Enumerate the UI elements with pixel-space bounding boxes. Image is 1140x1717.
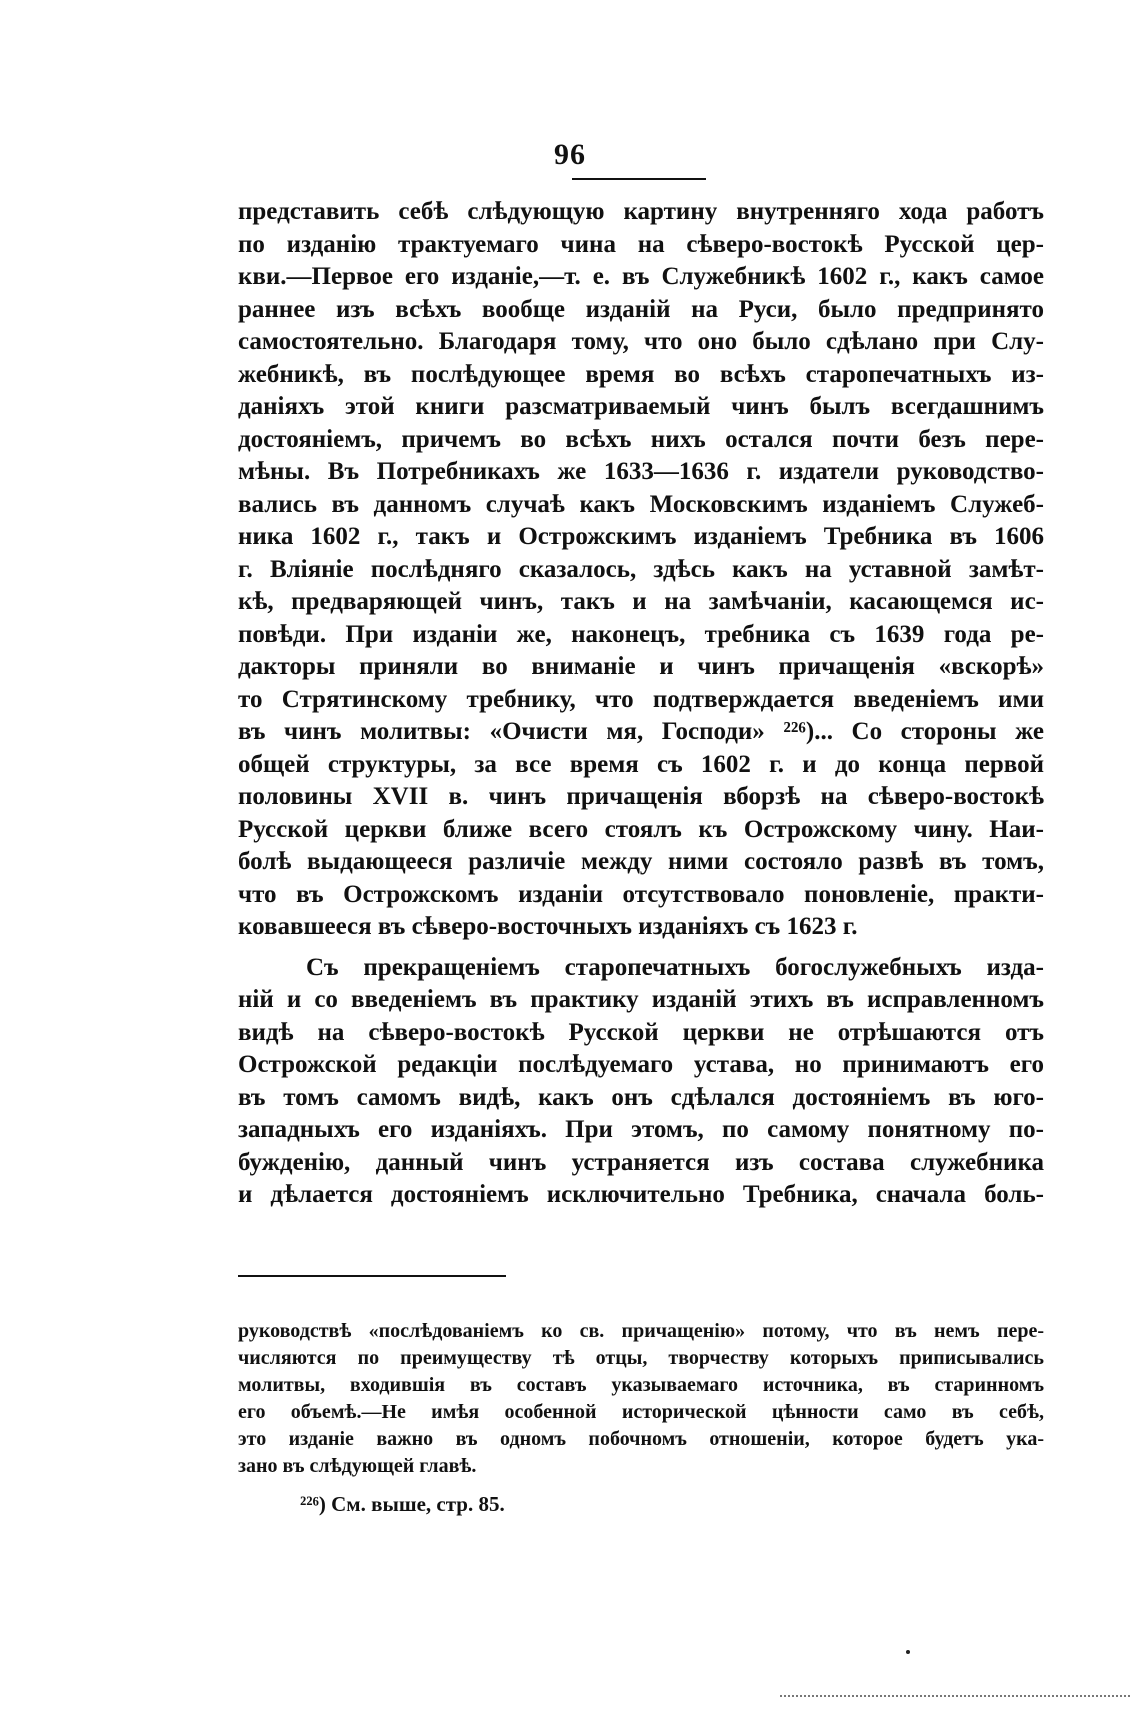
text-line: въ чинъ молитвы: «Очисти мя, Господи» ²²⁶)... Со стороны же bbox=[238, 718, 1044, 745]
text-line: вались въ данномъ случаѣ какъ Московскимъ изданіемъ Служеб- bbox=[238, 490, 1044, 518]
text-line: западныхъ его изданіяхъ. При этомъ, по самому понятному по- bbox=[238, 1116, 1044, 1143]
text-line: достояніемъ, причемъ во всѣхъ нихъ остался почти безъ пере- bbox=[238, 425, 1044, 453]
text-line: самостоятельно. Благодаря тому, что оно было сдѣлано при Слу- bbox=[238, 328, 1044, 355]
text-line: Острожской редакціи послѣдуемаго устава, но принимаютъ его bbox=[238, 1051, 1044, 1078]
text-line: кѣ, предваряющей чинъ, такъ и на замѣчаніи, касающемся ис- bbox=[238, 588, 1044, 615]
text-line: половины XVII в. чинъ причащенія вборзѣ на сѣверо-востокѣ bbox=[238, 783, 1044, 810]
text-line: общей структуры, за все время съ 1602 г. и до конца первой bbox=[238, 750, 1044, 778]
text-line: бужденію, данный чинъ устраняется изъ состава служебника bbox=[238, 1148, 1044, 1176]
text-line: по изданію трактуемаго чина на сѣверо-востокѣ Русской цер- bbox=[238, 230, 1044, 258]
footnote-line: это изданіе важно въ одномъ побочномъ отношеніи, которое будетъ ука- bbox=[238, 1428, 1044, 1450]
text-line: что въ Острожскомъ изданіи отсутствовало поновленіе, практи- bbox=[238, 880, 1044, 908]
text-line: представить себѣ слѣдующую картину внутренняго хода работъ bbox=[238, 198, 1044, 225]
footnote-reference: ²²⁶) См. выше, стр. 85. bbox=[300, 1492, 505, 1516]
text-line: мѣны. Въ Потребникахъ же 1633—1636 г. издатели руководство- bbox=[238, 458, 1044, 485]
footnotes bbox=[238, 1318, 1044, 1518]
text-line: ковавшееся въ сѣверо-восточныхъ изданіяхъ съ 1623 г. bbox=[238, 913, 858, 940]
text-line: то Стрятинскому требнику, что подтверждается введеніемъ ими bbox=[238, 685, 1044, 713]
header-rule bbox=[572, 178, 706, 180]
text-line: жебникѣ, въ послѣдующее время во всѣхъ старопечатныхъ из- bbox=[238, 360, 1044, 388]
paragraph-2 bbox=[238, 952, 1044, 1212]
text-line: болѣ выдающееся различіе между ними состояло развѣ въ томъ, bbox=[238, 848, 1044, 875]
page-number: 96 bbox=[554, 138, 586, 171]
text-line: въ томъ самомъ видѣ, какъ онъ сдѣлался достояніемъ въ юго- bbox=[238, 1083, 1044, 1111]
footnote-line: руководствѣ «послѣдованіемъ ко св. причащенію» потому, что въ немъ пере- bbox=[238, 1320, 1044, 1342]
text-line: раннее изъ всѣхъ вообще изданій на Руси, было предпринято bbox=[238, 295, 1044, 323]
footnote-line: его объемѣ.—Не имѣя особенной исторической цѣнности само въ себѣ, bbox=[238, 1401, 1044, 1423]
text-line: ній и со введеніемъ въ практику изданій этихъ въ исправленномъ bbox=[238, 986, 1044, 1013]
footnote-rule bbox=[238, 1275, 506, 1277]
text-line: даніяхъ этой книги разсматриваемый чинъ былъ всегдашнимъ bbox=[238, 393, 1044, 420]
footnote-line: зано въ слѣдующей главѣ. bbox=[238, 1455, 477, 1477]
text-line: видѣ на сѣверо-востокѣ Русской церкви не отрѣшаются отъ bbox=[238, 1018, 1044, 1046]
text-line: кви.—Первое его изданіе,—т. е. въ Служебникѣ 1602 г., какъ самое bbox=[238, 263, 1044, 290]
text-line: Русской церкви ближе всего стоялъ къ Острожскому чину. Наи- bbox=[238, 815, 1044, 843]
footnote-line: числяются по преимуществу тѣ отцы, творчеству которыхъ приписывались bbox=[238, 1347, 1044, 1369]
paragraph-1 bbox=[238, 196, 1044, 944]
text-line: Съ прекращеніемъ старопечатныхъ богослужебныхъ изда- bbox=[306, 953, 1044, 981]
text-line: и дѣлается достояніемъ исключительно Требника, сначала боль- bbox=[238, 1181, 1044, 1208]
footnote-line: молитвы, входившія въ составъ указываемаго источника, въ старинномъ bbox=[238, 1374, 1044, 1396]
text-line: г. Вліяніе послѣдняго сказалось, здѣсь какъ на уставной замѣт- bbox=[238, 555, 1044, 583]
paragraph-gap bbox=[238, 944, 1044, 952]
text-line: ника 1602 г., такъ и Острожскимъ изданіемъ Требника въ 1606 bbox=[238, 523, 1044, 550]
text-line: дакторы приняли во вниманіе и чинъ причащенія «вскорѣ» bbox=[238, 653, 1044, 680]
print-speck bbox=[906, 1650, 910, 1654]
main-text bbox=[238, 196, 1044, 1212]
text-line: повѣди. При изданіи же, наконецъ, требника съ 1639 года ре- bbox=[238, 620, 1044, 648]
scan-specks bbox=[780, 1695, 1130, 1701]
